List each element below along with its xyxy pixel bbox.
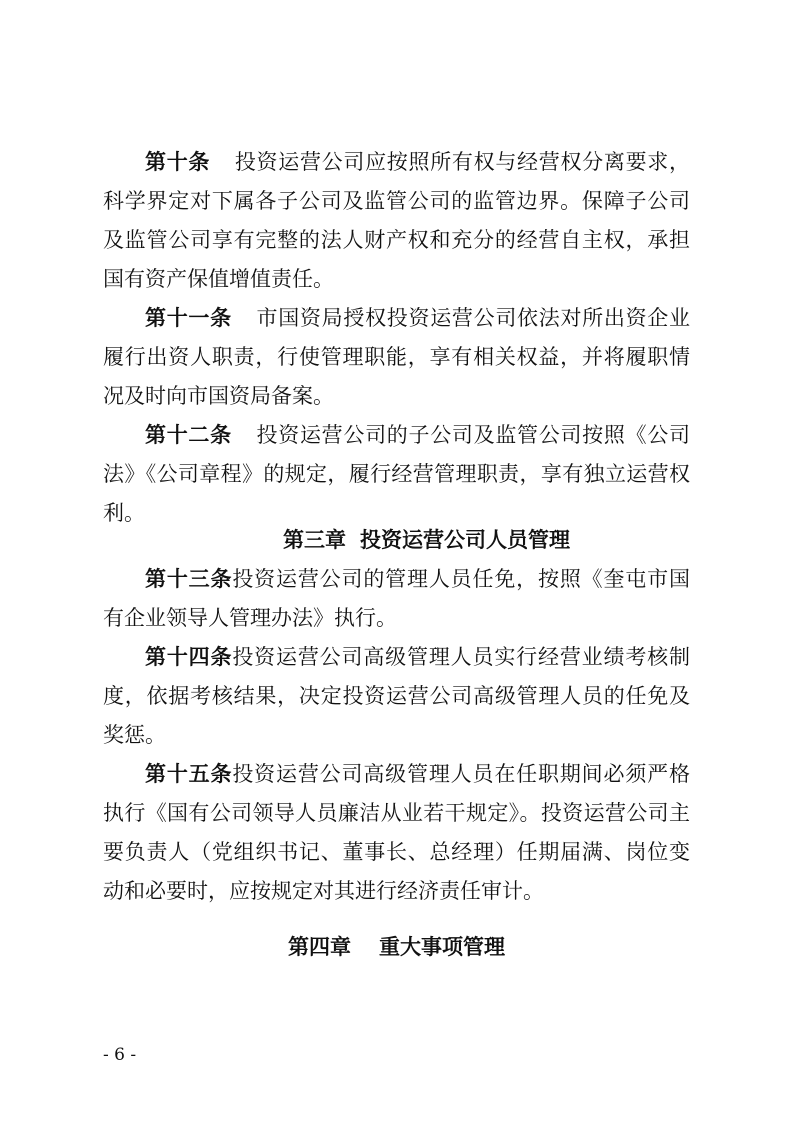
page-number: - 6 -: [103, 1045, 137, 1065]
article-11: [103, 299, 690, 416]
article-label: 第十条: [145, 150, 211, 174]
article-label: 第十三条: [145, 567, 233, 591]
article-13: [103, 560, 690, 638]
article-15: [103, 755, 690, 911]
article-text: 投资运营公司的子公司及监管公司按照《公司法》《公司章程》的规定，履行经营管理职责，享有独立运营权利。: [103, 423, 691, 525]
article-14: [103, 638, 690, 755]
article-label: 第十五条: [145, 762, 233, 786]
article-label: 第十二条: [145, 423, 232, 447]
article-label: 第十四条: [145, 645, 233, 669]
article-text: 市国资局授权投资运营公司依法对所出资企业履行出资人职责，行使管理职能，享有相关权益，并将履职情况及时向市国资局备案。: [103, 306, 691, 408]
chapter-heading-4: [0, 928, 793, 967]
article-10: [103, 143, 690, 299]
article-text: 投资运营公司应按照所有权与经营权分离要求，科学界定对下属各子公司及监管公司的监管边界。保障子公司及监管公司享有完整的法人财产权和充分的经营自主权，承担国有资产保值增值责任。: [103, 150, 690, 291]
article-text: 投资运营公司高级管理人员实行经营业绩考核制度，依据考核结果，决定投资运营公司高级管理人员的任免及奖惩。: [103, 645, 691, 747]
article-12: [103, 416, 690, 533]
article-text: 投资运营公司高级管理人员在任职期间必须严格执行《国有公司领导人员廉洁从业若干规定》。投资运营公司主要负责人（党组织书记、董事长、总经理）任期届满、岗位变动和必要时，应按规定对其进行经济责任审计。: [103, 762, 691, 903]
chapter-title: 投资运营公司人员管理: [360, 528, 570, 552]
chapter-heading-3: [0, 521, 793, 560]
chapter-number: 第三章: [283, 528, 346, 552]
chapter-title: 重大事项管理: [379, 935, 505, 959]
chapter-number: 第四章: [288, 935, 351, 959]
article-label: 第十一条: [145, 306, 232, 330]
article-text: 投资运营公司的管理人员任免，按照《奎屯市国有企业领导人管理办法》执行。: [103, 567, 691, 630]
